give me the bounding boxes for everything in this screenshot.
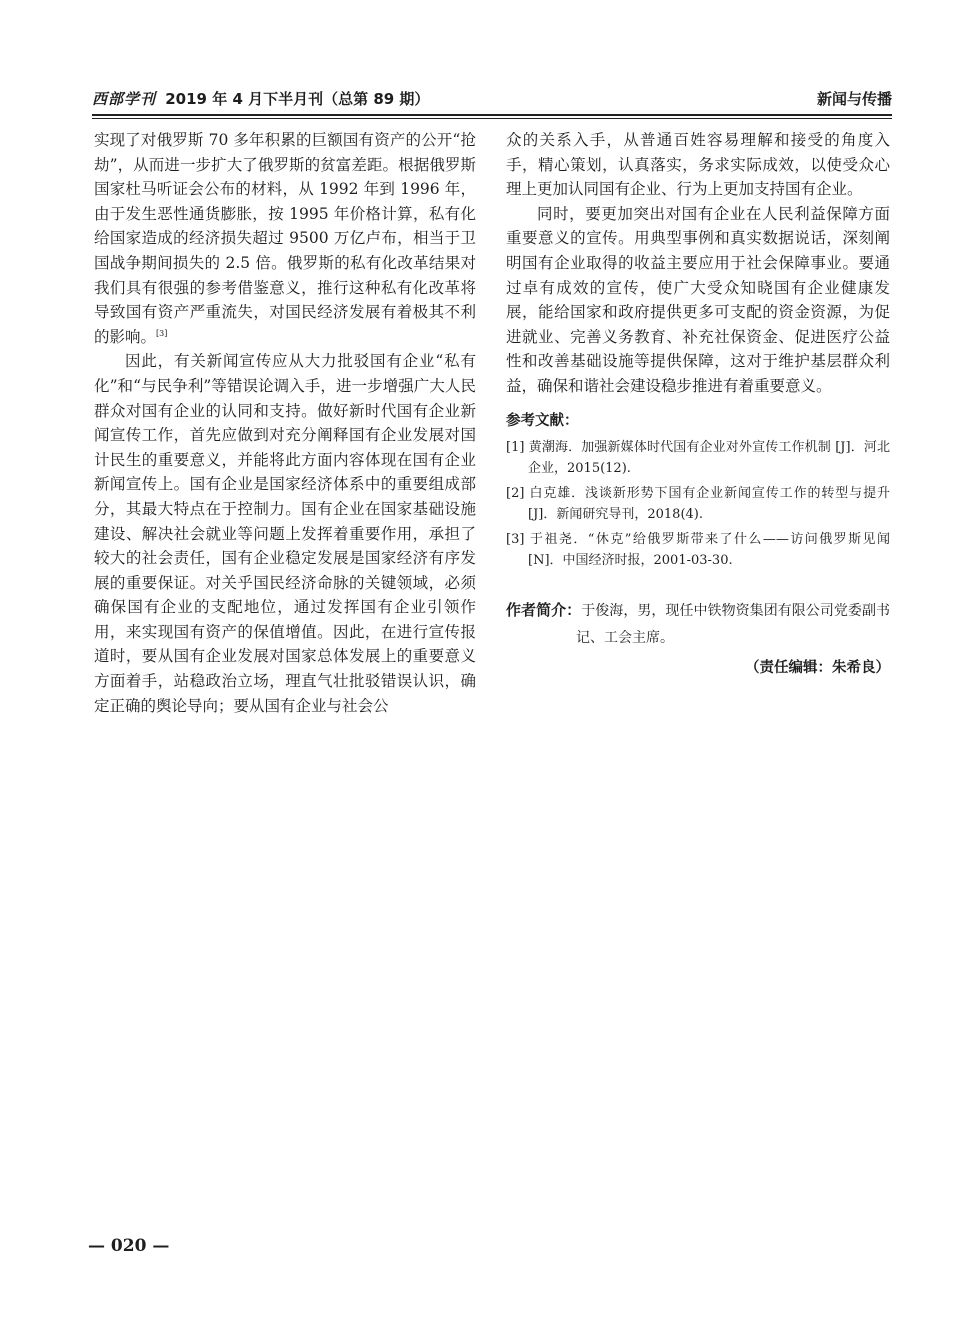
body-paragraph: 同时，要更加突出对国有企业在人民利益保障方面重要意义的宣传。用典型事例和真实数据说话，深刻阐明国有企业取得的收益主要应用于社会保障事业。要通过卓有成效的宣传，使广大受众知晓国有企业健康发展，能给国家和政府提供更多可支配的资金资源，为促进就业、完善义务教育、补充社保资金、促进医疗公益性和改善基础设施等提供保障，这对于维护基层群众利益，确保和谐社会建设稳步推进有着重要意义。 — [506, 204, 890, 395]
page-header — [92, 88, 892, 110]
references-title: 参考文献： — [506, 412, 579, 429]
editor-credit: （责任编辑：朱希良） — [745, 660, 890, 677]
author-label: 作者简介： — [506, 601, 582, 620]
author-bio — [506, 597, 890, 652]
header-journal-issue — [92, 88, 429, 109]
journal-logo: 西部学刊 — [92, 90, 157, 108]
header-rule-thin — [92, 118, 892, 119]
body-paragraph: 因此，有关新闻宣传应从大力批驳国有企业“私有化”和“与民争利”等错误论调入手，进一步增强广大人民群众对国有企业的认同和支持。做好新时代国有企业新闻宣传工作，首先应做到对充分阐释国有企业发展对国计民生的重要意义，并能将此方面内容体现在国有企业新闻宣传上。国有企业是国家经济体系中的重要组成部分，其最大特点在于控制力。国有企业在国家基础设施建设、解决社会就业等问题上发挥着重要作用，承担了较大的社会责任，国有企业稳定发展是国家经济有序发展的重要保证。对关乎国民经济命脉的关键领域，必须确保国有企业的支配地位，通过发挥国有企业引领作用，来实现国有资产的保值增值。因此，在进行宣传报道时，要从国有企业发展对国家总体发展上的重要意义方面着手，站稳政治立场，理直气壮批驳错误认识，确定正确的舆论导向；要从国有企业与社会公 — [94, 352, 476, 715]
page-number: — 020 — — [88, 1236, 170, 1256]
author-text: 于俊海，男，现任中铁物资集团有限公司党委副书记、工会主席。 — [576, 603, 890, 647]
reference-item: [1] 黄潮海．加强新媒体时代国有企业对外宣传工作机制 [J]．河北企业，2015(12). — [506, 440, 890, 477]
reference-item: [2] 白克雄．浅谈新形势下国有企业新闻宣传工作的转型与提升 [J]．新闻研究导刊，2018(4). — [506, 486, 890, 523]
section-title: 新闻与传播 — [816, 90, 892, 108]
header-rule — [92, 114, 892, 116]
right-column — [506, 128, 890, 681]
left-column — [94, 128, 476, 718]
citation-mark: [3] — [156, 328, 168, 338]
body-paragraph: 实现了对俄罗斯 70 多年积累的巨额国有资产的公开“抢劫”，从而进一步扩大了俄罗斯的贫富差距。根据俄罗斯国家杜马听证会公布的材料，从 1992 年到 1996 年，由于发生恶性通货膨胀，按 1995 年价格计算，私有化给国家造成的经济损失超过 9500 万亿卢布，相当于卫国战争期间损失的 2.5 倍。俄罗斯的私有化改革结果对我们具有很强的参考借鉴意义，推行这种私有化改革将导致国有资产严重流失，对国民经济发展有着极其不利的影响。[3] — [94, 131, 476, 346]
reference-item: [3] 于祖尧．“休克”给俄罗斯带来了什么——访问俄罗斯见闻 [N]．中国经济时报，2001-03-30. — [506, 532, 890, 569]
body-paragraph: 众的关系入手，从普通百姓容易理解和接受的角度入手，精心策划，认真落实，务求实际成效，以使受众心理上更加认同国有企业、行为上更加支持国有企业。 — [506, 131, 890, 199]
issue-info: 2019 年 4 月下半月刊（总第 89 期） — [165, 90, 430, 108]
